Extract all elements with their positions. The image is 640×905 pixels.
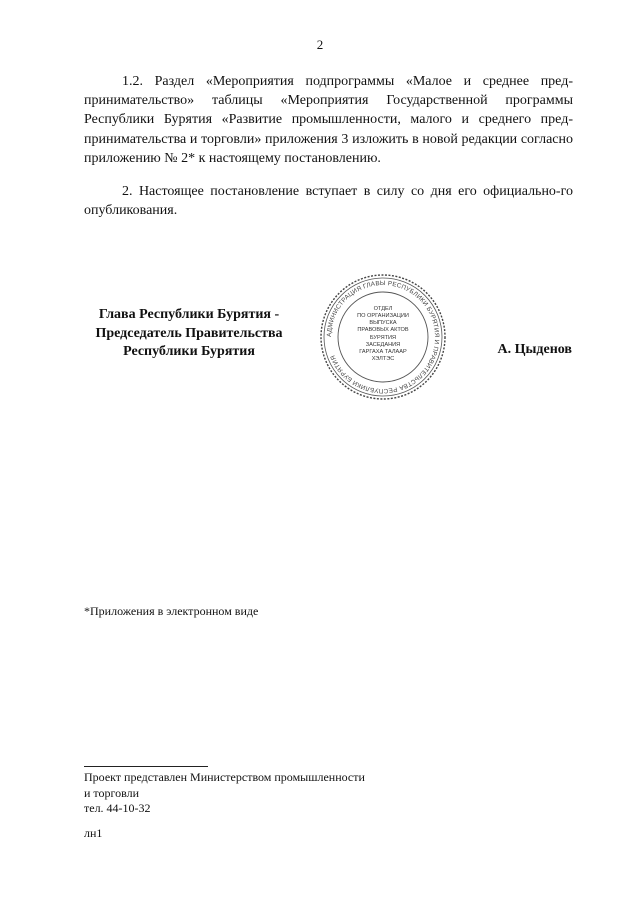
footer-contact bbox=[84, 770, 365, 817]
seal-line: ГАРГАХА ТАЛААР bbox=[359, 349, 407, 355]
signatory-title-line: Председатель Правительства bbox=[95, 325, 283, 341]
footer-line: тел. 44-10-32 bbox=[84, 801, 151, 815]
official-seal bbox=[318, 272, 448, 402]
paragraph-1: 1.2. Раздел «Мероприятия подпрограммы «Малое и среднее пред-принимательство» таблицы «Мероприятия Государственной программы Республики Бурятия «Развитие промышленности, малого и среднего пред-принимательства и торговли» приложения 3 изложить в новой редакции согласно приложению № 2* к настоящему постановлению. bbox=[84, 74, 573, 166]
signatory-title bbox=[84, 306, 294, 362]
seal-line: ПРАВОВЫХ АКТОВ bbox=[357, 327, 409, 333]
seal-line: ХЭЛТЭС bbox=[371, 356, 395, 362]
signatory-title-line: Республики Бурятия bbox=[123, 344, 255, 359]
footer-line: Проект представлен Министерством промышленности bbox=[84, 770, 365, 784]
seal-line: ВЫПУСКА bbox=[369, 320, 397, 326]
seal-line: ОТДЕЛ bbox=[373, 306, 393, 312]
footnote: *Приложения в электронном виде bbox=[84, 604, 259, 618]
seal-line: ПО ОРГАНИЗАЦИИ bbox=[357, 313, 409, 319]
seal-line: ЗАСЕДАНИЯ bbox=[365, 342, 401, 348]
paragraph-2: 2. Настоящее постановление вступает в силу со дня его официально-го опубликования. bbox=[84, 184, 573, 219]
seal-line: БУРЯТИЯ bbox=[369, 335, 397, 341]
footer-divider bbox=[84, 766, 208, 767]
footer-line: и торговли bbox=[84, 785, 140, 800]
page-number: 2 bbox=[316, 37, 324, 52]
seal-outer-text: АДМИНИСТРАЦИЯ ГЛАВЫ РЕСПУБЛИКИ БУРЯТИЯ И ПРАВИТЕЛЬСТВА РЕСПУБЛИКИ БУРЯТИЯ bbox=[325, 279, 441, 395]
document-code: лн1 bbox=[84, 826, 103, 840]
signatory-name: А. Цыденов bbox=[497, 342, 572, 357]
signatory-title-line: Глава Республики Бурятия - bbox=[98, 307, 280, 322]
